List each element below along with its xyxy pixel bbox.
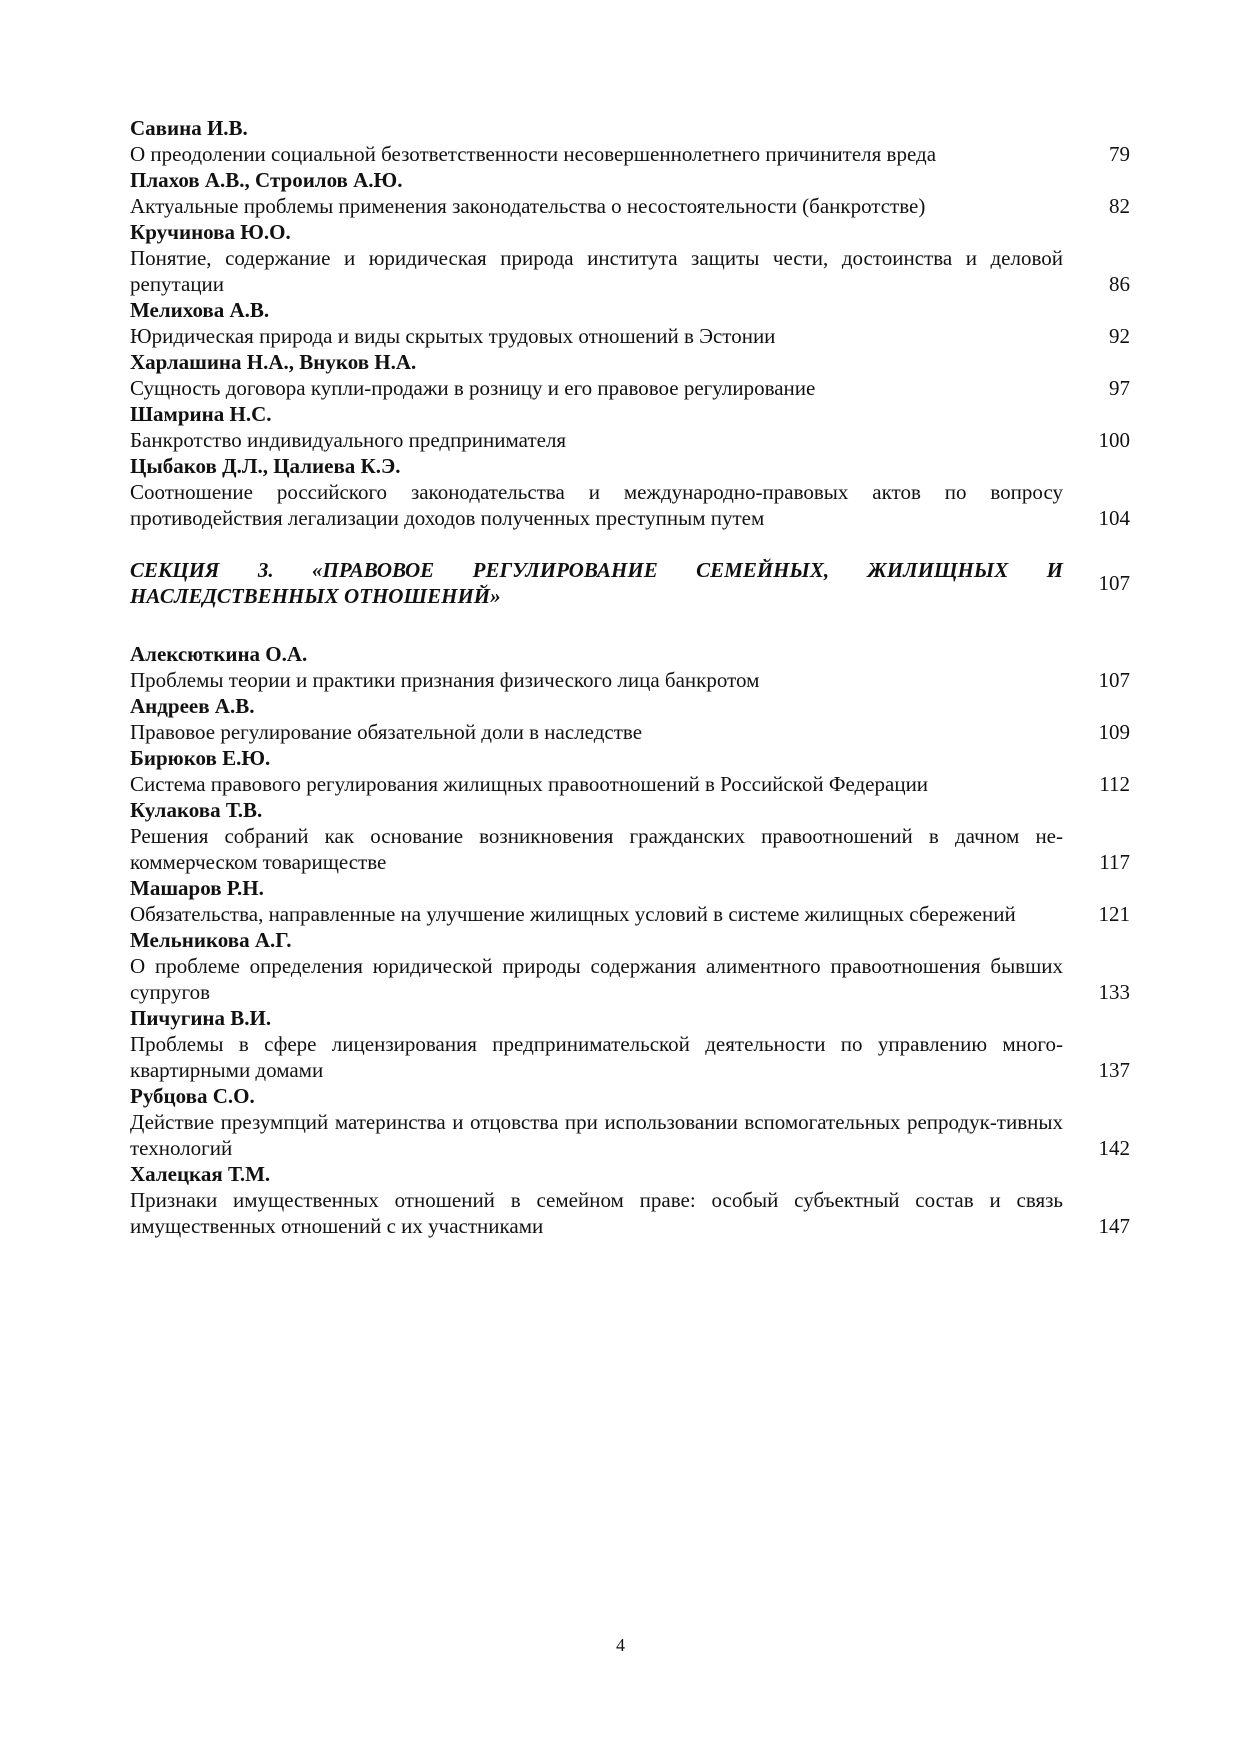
toc-page-number: 107 [1098,668,1130,692]
footer-page-number: 4 [616,1635,625,1655]
toc-entry [130,401,1130,453]
toc-author: Алексюткина О.А. [130,642,308,666]
section-page-number: 107 [1098,571,1130,595]
toc-page-number: 100 [1098,428,1130,452]
toc-author: Кручинова Ю.О. [130,220,291,244]
toc-author: Кулакова Т.В. [130,798,263,822]
toc-title[interactable]: Правовое регулирование обязательной доли в наследстве [130,720,643,744]
toc-page-number: 137 [1098,1058,1130,1082]
toc-author: Бирюков Е.Ю. [130,746,271,770]
toc-entry [130,1161,1130,1239]
toc-author: Мельникова А.Г. [130,928,292,952]
toc-title[interactable]: О преодолении социальной безответственности несовершеннолетнего причинителя вреда [130,142,937,166]
table-of-contents [130,115,1130,1239]
toc-title[interactable]: Банкротство индивидуального предпринимателя [130,428,567,452]
toc-title[interactable]: Признаки имущественных отношений в семейном праве: особый субъектный состав и связь имущественных отношений с их участниками [130,1188,1063,1238]
toc-author: Шамрина Н.С. [130,402,272,426]
toc-page-number: 142 [1098,1136,1130,1160]
toc-title[interactable]: Сущность договора купли-продажи в розницу и его правовое регулирование [130,376,816,400]
toc-author: Халецкая Т.М. [130,1162,271,1186]
toc-entry [130,219,1130,297]
toc-title[interactable]: Соотношение российского законодательства и международно-правовых актов по вопросу противодействия легализации доходов полученных преступным путем [130,480,1063,530]
toc-entry [130,927,1130,1005]
toc-author: Пичугина В.И. [130,1006,272,1030]
toc-author: Машаров Р.Н. [130,876,264,900]
toc-title[interactable]: Обязательства, направленные на улучшение жилищных условий в системе жилищных сбережений [130,902,1016,926]
toc-page-number: 147 [1098,1214,1130,1238]
toc-title[interactable]: Система правового регулирования жилищных правоотношений в Российской Федерации [130,772,929,796]
toc-page-number: 112 [1099,772,1130,796]
toc-author: Андреев А.В. [130,694,255,718]
toc-entry [130,297,1130,349]
toc-author: Цыбаков Д.Л., Цалиева К.Э. [130,454,401,478]
toc-title[interactable]: Действие презумпций материнства и отцовства при использовании вспомогательных репродук-тивных технологий [130,1110,1063,1160]
toc-entry [130,693,1130,745]
toc-page-number: 92 [1109,324,1130,348]
toc-entry [130,453,1130,531]
toc-title[interactable]: Решения собраний как основание возникновения гражданских правоотношений в дачном не-коммерческом товариществе [130,824,1063,874]
toc-entry [130,875,1130,927]
toc-page-number: 104 [1098,506,1130,530]
toc-author: Плахов А.В., Строилов А.Ю. [130,168,403,192]
toc-entry [130,167,1130,219]
toc-page-number: 133 [1098,980,1130,1004]
toc-author: Мелихова А.В. [130,298,270,322]
toc-entry [130,349,1130,401]
section-title[interactable]: СЕКЦИЯ 3. «ПРАВОВОЕ РЕГУЛИРОВАНИЕ СЕМЕЙНЫХ, ЖИЛИЩНЫХ И НАСЛЕДСТВЕННЫХ ОТНОШЕНИЙ» [130,558,1063,608]
toc-entry [130,797,1130,875]
toc-page-number: 109 [1098,720,1130,744]
toc-title[interactable]: Актуальные проблемы применения законодательства о несостоятельности (банкротстве) [130,194,926,218]
toc-author: Харлашина Н.А., Внуков Н.А. [130,350,417,374]
toc-entry [130,1005,1130,1083]
toc-page-number: 86 [1109,272,1130,296]
toc-title[interactable]: Юридическая природа и виды скрытых трудовых отношений в Эстонии [130,324,776,348]
toc-author: Рубцова С.О. [130,1084,255,1108]
toc-title[interactable]: Проблемы в сфере лицензирования предпринимательской деятельности по управлению много-квартирными домами [130,1032,1063,1082]
section-heading [130,557,1130,609]
toc-entry [130,745,1130,797]
toc-page-number: 117 [1099,850,1130,874]
toc-entry [130,641,1130,693]
toc-entry [130,1083,1130,1161]
toc-page-number: 79 [1109,142,1130,166]
toc-page-number: 97 [1109,376,1130,400]
toc-title[interactable]: Проблемы теории и практики признания физического лица банкротом [130,668,760,692]
toc-page-number: 121 [1098,902,1130,926]
toc-title[interactable]: Понятие, содержание и юридическая природа института защиты чести, достоинства и деловой репутации [130,246,1063,296]
toc-author: Савина И.В. [130,116,248,140]
toc-entry [130,115,1130,167]
toc-page-number: 82 [1109,194,1130,218]
toc-title[interactable]: О проблеме определения юридической природы содержания алиментного правоотношения бывших супругов [130,954,1063,1004]
